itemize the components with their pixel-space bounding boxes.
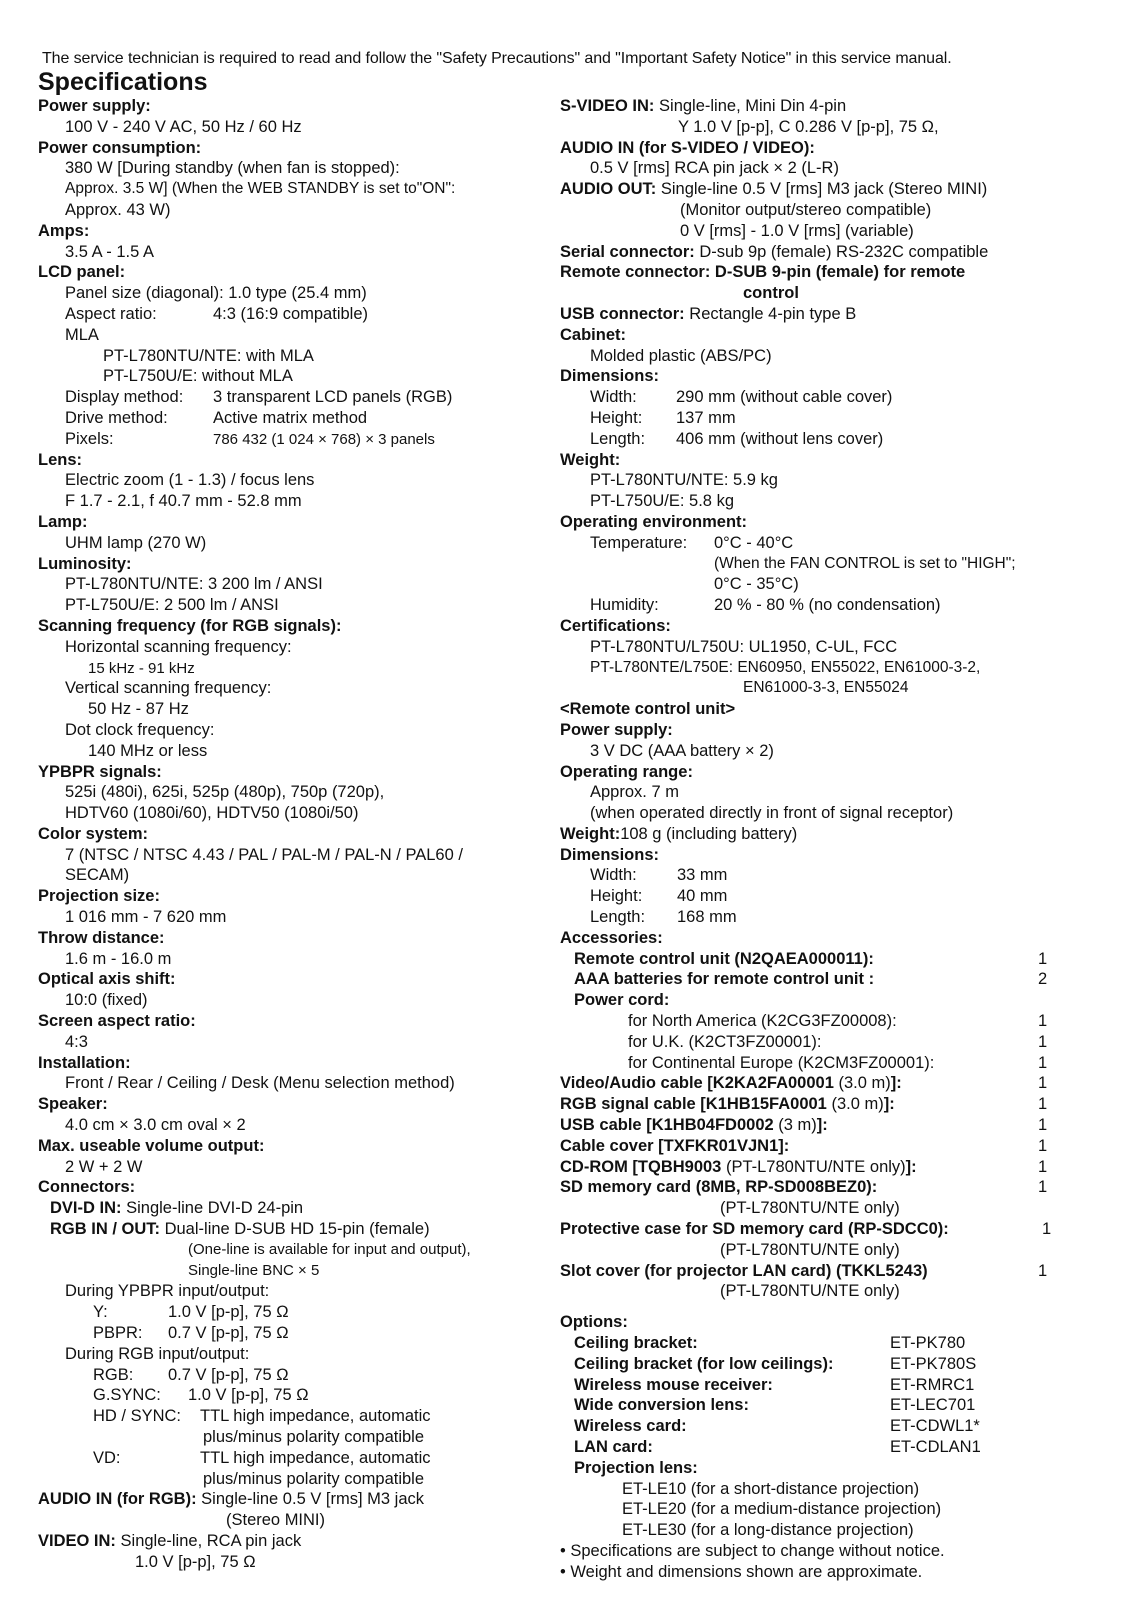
accessory-item: Slot cover (for projector LAN card) (TKKL5243) 1: [560, 1261, 1048, 1280]
spec-value: Dot clock frequency:: [65, 720, 215, 739]
spec-key: Pixels:: [65, 429, 114, 448]
spec-value: (Monitor output/stereo compatible): [680, 200, 932, 219]
spec-heading: Operating environment:: [560, 512, 748, 531]
option-item: Ceiling bracket: ET-PK780: [574, 1334, 966, 1353]
spec-row: [560, 387, 1120, 408]
spec-value: EN61000-3-3, EN55024: [743, 679, 909, 697]
option-model: ET-RMRC1: [890, 1375, 975, 1394]
spec-heading: YPBPR signals:: [38, 762, 162, 781]
spec-key: Aspect ratio:: [65, 304, 157, 323]
spec-value: 2 W + 2 W: [65, 1157, 143, 1176]
accessory-qty: 1: [1038, 1136, 1048, 1155]
spec-value: 1.6 m - 16.0 m: [65, 949, 172, 968]
spec-value: (When the FAN CONTROL is set to "HIGH";: [714, 554, 1016, 572]
spec-heading: Power supply:: [38, 97, 151, 115]
option-model: ET-CDWL1*: [890, 1417, 980, 1436]
safety-notice: The service technician is required to read and follow the "Safety Precautions" and "Important Safety Notice" in this service manual.: [42, 50, 952, 67]
accessory-item: AAA batteries for remote control unit : 2: [574, 970, 1048, 989]
spec-value: 4:3: [65, 1032, 88, 1051]
spec-key: Height:: [590, 887, 643, 906]
spec-heading: Color system:: [38, 824, 149, 843]
option-lens: ET-LE20 (for a medium-distance projection): [622, 1500, 942, 1519]
spec-heading: Remote connector: D-SUB 9-pin (female) for remote: [560, 263, 966, 282]
spec-key: Display method:: [65, 388, 184, 407]
spec-row: [560, 824, 1120, 845]
option-item: Wide conversion lens: ET-LEC701: [574, 1396, 976, 1415]
spec-value: 7 (NTSC / NTSC 4.43 / PAL / PAL-M / PAL-N / PAL60 /: [65, 845, 463, 864]
accessory-item: for North America (K2CG3FZ00008): 1: [628, 1012, 1048, 1031]
spec-value: PT-L750U/E: 5.8 kg: [590, 492, 734, 511]
spec-key: AUDIO IN (for RGB):: [38, 1490, 197, 1509]
spec-heading: Power supply:: [560, 720, 673, 739]
spec-heading: Connectors:: [38, 1178, 136, 1197]
spec-value: 1 016 mm - 7 620 mm: [65, 908, 227, 927]
spec-value: 20 % - 80 % (no condensation): [714, 596, 941, 615]
spec-value: 3.5 A - 1.5 A: [65, 242, 154, 261]
spec-value: PT-L780NTE/L750E: EN60950, EN55022, EN61000-3-2,: [590, 658, 981, 676]
spec-value: F 1.7 - 2.1, f 40.7 mm - 52.8 mm: [65, 492, 302, 511]
option-lens: ET-LE30 (for a long-distance projection): [622, 1521, 914, 1540]
spec-key: AUDIO OUT:: [560, 180, 657, 199]
spec-value: Single-line, Mini Din 4-pin: [659, 97, 847, 115]
spec-value: 33 mm: [677, 866, 728, 885]
spec-value: 406 mm (without lens cover): [676, 429, 884, 448]
accessory-qty: 1: [1038, 1032, 1048, 1051]
spec-key: DVI-D IN:: [50, 1199, 122, 1218]
spec-row: [560, 179, 1120, 200]
spec-value: PT-L780NTU/NTE: with MLA: [103, 346, 314, 365]
accessory-qty: 1: [1038, 1157, 1048, 1176]
spec-value: 137 mm: [676, 408, 736, 427]
spec-key: Y:: [93, 1303, 108, 1322]
spec-value: Vertical scanning frequency:: [65, 679, 272, 698]
page-title: Specifications: [38, 68, 208, 96]
accessory-item: CD-ROM [TQBH9003 (PT-L780NTU/NTE only)]: 1: [560, 1157, 1048, 1176]
spec-value: During YPBPR input/output:: [65, 1282, 270, 1301]
spec-value: 3 V DC (AAA battery × 2): [590, 741, 774, 760]
option-model: ET-LEC701: [890, 1396, 976, 1415]
option-item: Ceiling bracket (for low ceilings): ET-PK780S: [574, 1354, 977, 1373]
spec-heading: Dimensions:: [560, 845, 660, 864]
spec-heading: Luminosity:: [38, 554, 132, 573]
spec-value: Active matrix method: [213, 408, 368, 427]
spec-value: 0.5 V [rms] RCA pin jack × 2 (L-R): [590, 159, 839, 178]
spec-key: G.SYNC:: [93, 1386, 161, 1405]
spec-value: 15 kHz - 91 kHz: [88, 659, 195, 677]
spec-heading: Speaker:: [38, 1095, 108, 1114]
spec-heading: Dimensions:: [560, 367, 660, 386]
spec-row: [38, 1323, 558, 1344]
spec-heading: Operating range:: [560, 762, 693, 781]
spec-heading: Accessories:: [560, 928, 663, 947]
accessory-item: Remote control unit (N2QAEA000011): 1: [574, 949, 1048, 968]
accessory-qty: 1: [1038, 1012, 1048, 1031]
spec-heading: Throw distance:: [38, 928, 165, 947]
spec-row: [560, 595, 1120, 616]
spec-value: Approx. 3.5 W] (When the WEB STANDBY is set to"ON":: [65, 180, 456, 198]
accessory-qty: 1: [1038, 1074, 1048, 1093]
spec-key: Length:: [590, 908, 646, 927]
spec-heading: Cabinet:: [560, 325, 626, 344]
spec-value: Single-line 0.5 V [rms] M3 jack (Stereo MINI): [660, 180, 988, 199]
accessory-note: (PT-L780NTU/NTE only): [720, 1282, 900, 1301]
spec-key: Drive method:: [65, 408, 168, 427]
spec-heading: Amps:: [38, 221, 90, 240]
spec-value: Single-line DVI-D 24-pin: [126, 1199, 304, 1218]
accessory-qty: 1: [1038, 1261, 1048, 1280]
spec-heading: Certifications:: [560, 616, 671, 635]
spec-value: Front / Rear / Ceiling / Desk (Menu selection method): [65, 1074, 455, 1093]
spec-value: 525i (480i), 625i, 525p (480p), 750p (720p),: [65, 783, 385, 802]
spec-value: Horizontal scanning frequency:: [65, 637, 292, 656]
accessory-qty: 1: [1038, 1053, 1048, 1072]
spec-value: UHM lamp (270 W): [65, 533, 207, 552]
spec-value: Single-line, RCA pin jack: [120, 1531, 302, 1550]
spec-value: TTL high impedance, automatic: [200, 1407, 431, 1426]
accessory-qty: 1: [1038, 1178, 1048, 1197]
spec-value: PT-L780NTU/L750U: UL1950, C-UL, FCC: [590, 637, 898, 656]
spec-value: 100 V - 240 V AC, 50 Hz / 60 Hz: [65, 117, 302, 136]
spec-value: Electric zoom (1 - 1.3) / focus lens: [65, 471, 315, 490]
spec-value: 3 transparent LCD panels (RGB): [213, 388, 453, 407]
spec-value: PT-L780NTU/NTE: 5.9 kg: [590, 471, 778, 490]
option-item: Projection lens:: [574, 1458, 698, 1477]
spec-value: 108 g (including battery): [620, 824, 798, 843]
spec-key: Width:: [590, 866, 637, 885]
accessory-item: SD memory card (8MB, RP-SD008BEZ0): 1: [560, 1178, 1048, 1197]
spec-row: [38, 1365, 558, 1386]
spec-heading: AUDIO IN (for S-VIDEO / VIDEO):: [560, 138, 815, 157]
spec-heading: Power consumption:: [38, 138, 202, 157]
spec-key: RGB IN / OUT:: [50, 1220, 160, 1239]
spec-value: HDTV60 (1080i/60), HDTV50 (1080i/50): [65, 804, 359, 823]
spec-value: plus/minus polarity compatible: [203, 1428, 425, 1446]
spec-row: [38, 1219, 558, 1240]
spec-value: 0.7 V [p-p], 75 Ω: [168, 1365, 289, 1384]
spec-value: 0 V [rms] - 1.0 V [rms] (variable): [680, 221, 914, 240]
spec-value: plus/minus polarity compatible: [203, 1469, 425, 1488]
option-lens: ET-LE10 (for a short-distance projection): [622, 1479, 920, 1498]
spec-key: S-VIDEO IN:: [560, 97, 655, 115]
option-model: ET-PK780S: [890, 1354, 977, 1373]
spec-value: D-sub 9p (female) RS-232C compatible: [699, 242, 989, 261]
accessory-qty: 2: [1038, 970, 1048, 989]
accessory-qty: 1: [1038, 1095, 1048, 1114]
spec-row: [38, 1531, 558, 1552]
spec-value: TTL high impedance, automatic: [200, 1448, 431, 1467]
spec-heading: Weight:: [560, 450, 621, 469]
left-column: [38, 96, 558, 1573]
spec-value: 380 W [During standby (when fan is stopped):: [65, 159, 400, 178]
spec-heading: Screen aspect ratio:: [38, 1012, 196, 1031]
accessory-item: Protective case for SD memory card (RP-SDCC0): 1: [560, 1220, 1052, 1239]
spec-row: [560, 429, 1120, 450]
option-model: ET-PK780: [890, 1334, 966, 1353]
spec-value: PT-L750U/E: 2 500 lm / ANSI: [65, 596, 279, 615]
spec-heading: control: [743, 284, 799, 303]
accessory-note: (PT-L780NTU/NTE only): [720, 1240, 900, 1259]
spec-key: VD:: [93, 1448, 121, 1467]
option-item: LAN card: ET-CDLAN1: [574, 1438, 981, 1456]
spec-value: Molded plastic (ABS/PC): [590, 346, 772, 365]
spec-row: [38, 1302, 558, 1323]
spec-value: PT-L750U/E: without MLA: [103, 367, 293, 386]
accessory-item: for Continental Europe (K2CM3FZ00001): 1: [628, 1053, 1048, 1072]
spec-key: Height:: [590, 408, 643, 427]
spec-row: [560, 242, 1120, 263]
spec-value: 786 432 (1 024 × 768) × 3 panels: [213, 430, 435, 448]
spec-key: PBPR:: [93, 1324, 143, 1343]
option-model: ET-CDLAN1: [890, 1438, 981, 1456]
spec-key: HD / SYNC:: [93, 1407, 182, 1426]
spec-row: [38, 408, 558, 429]
accessory-item: for U.K. (K2CT3FZ00001): 1: [628, 1032, 1048, 1051]
spec-value: 290 mm (without cable cover): [676, 388, 893, 407]
spec-key: USB connector:: [560, 304, 685, 323]
spec-value: 0°C - 35°C): [714, 575, 799, 594]
spec-heading: Lamp:: [38, 512, 88, 531]
spec-value: 1.0 V [p-p], 75 Ω: [188, 1386, 309, 1405]
spec-value: 0°C - 40°C: [714, 533, 794, 552]
spec-row: [38, 1385, 558, 1406]
spec-value: 1.0 V [p-p], 75 Ω: [168, 1303, 289, 1322]
accessory-item: USB cable [K1HB04FD0002 (3 m)]: 1: [560, 1116, 1048, 1135]
spec-key: Serial connector:: [560, 242, 695, 261]
spec-heading: Max. useable volume output:: [38, 1136, 265, 1155]
option-item: Wireless mouse receiver: ET-RMRC1: [574, 1375, 975, 1394]
spec-value: 4.0 cm × 3.0 cm oval × 2: [65, 1116, 246, 1135]
right-column: [560, 96, 1120, 1583]
accessory-item: Power cord:: [574, 991, 670, 1010]
spec-heading: Scanning frequency (for RGB signals):: [38, 616, 342, 635]
spec-key: RGB:: [93, 1365, 134, 1384]
spec-value: 0.7 V [p-p], 75 Ω: [168, 1324, 289, 1343]
spec-value: Y 1.0 V [p-p], C 0.286 V [p-p], 75 Ω,: [678, 117, 939, 136]
accessory-note: (PT-L780NTU/NTE only): [720, 1199, 900, 1218]
option-item: Wireless card: ET-CDWL1*: [574, 1417, 980, 1436]
spec-row: [38, 1489, 558, 1510]
spec-value: Approx. 7 m: [590, 783, 679, 802]
spec-value: (Stereo MINI): [226, 1511, 326, 1530]
spec-key: Weight:: [560, 824, 621, 843]
spec-value: During RGB input/output:: [65, 1344, 250, 1363]
spec-heading: Optical axis shift:: [38, 970, 176, 989]
spec-value: 40 mm: [677, 887, 728, 906]
spec-row: [560, 408, 1120, 429]
spec-value: SECAM): [65, 866, 130, 885]
accessory-qty: 1: [1038, 949, 1048, 968]
spec-value: 10:0 (fixed): [65, 991, 148, 1010]
accessory-item: Video/Audio cable [K2KA2FA00001 (3.0 m)]: 1: [560, 1074, 1048, 1093]
spec-row: [560, 304, 1120, 325]
spec-value: Dual-line D-SUB HD 15-pin (female): [164, 1220, 430, 1239]
spec-value: 4:3 (16:9 compatible): [213, 304, 369, 323]
spec-row: [38, 1198, 558, 1219]
spec-key: Length:: [590, 429, 646, 448]
spec-row: [560, 886, 1120, 907]
spec-value: MLA: [65, 325, 99, 344]
accessory-qty: 1: [1042, 1220, 1052, 1239]
spec-heading: LCD panel:: [38, 263, 126, 282]
spec-row: [560, 865, 1120, 886]
spec-value: Rectangle 4-pin type B: [689, 304, 857, 323]
spec-value: 50 Hz - 87 Hz: [88, 700, 189, 719]
accessory-qty: 1: [1038, 1116, 1048, 1135]
spec-value: Approx. 43 W): [65, 200, 171, 219]
spec-key: VIDEO IN:: [38, 1531, 116, 1550]
spec-value: Single-line BNC × 5: [188, 1261, 320, 1279]
spec-heading: Installation:: [38, 1053, 131, 1072]
spec-key: Temperature:: [590, 533, 688, 552]
accessory-item: RGB signal cable [K1HB15FA0001 (3.0 m)]: 1: [560, 1095, 1048, 1114]
footnote: • Weight and dimensions shown are approximate.: [560, 1562, 923, 1581]
spec-value: 1.0 V [p-p], 75 Ω: [135, 1552, 256, 1571]
section-heading: <Remote control unit>: [560, 700, 736, 719]
spec-row: [38, 1406, 558, 1427]
spec-heading: Options:: [560, 1313, 628, 1332]
spec-row: [38, 387, 558, 408]
spec-heading: Lens:: [38, 450, 83, 469]
spec-row: [38, 304, 558, 325]
spec-row: [560, 907, 1120, 928]
spec-value: 168 mm: [677, 908, 737, 927]
spec-key: Width:: [590, 388, 637, 407]
spec-row: [560, 96, 1120, 117]
spec-value: (when operated directly in front of signal receptor): [590, 804, 954, 823]
spec-value: (One-line is available for input and output),: [188, 1240, 471, 1258]
spec-value: Panel size (diagonal): 1.0 type (25.4 mm): [65, 284, 367, 303]
spec-value: Single-line 0.5 V [rms] M3 jack: [201, 1490, 425, 1509]
spec-row: [38, 1448, 558, 1469]
spec-row: [38, 429, 558, 450]
spec-value: 140 MHz or less: [88, 741, 208, 760]
footnote: • Specifications are subject to change without notice.: [560, 1541, 945, 1560]
accessory-item: Cable cover [TXFKR01VJN1]: 1: [560, 1136, 1048, 1155]
spec-heading: Projection size:: [38, 887, 160, 906]
spec-value: PT-L780NTU/NTE: 3 200 lm / ANSI: [65, 575, 323, 594]
spec-key: Humidity:: [590, 596, 659, 615]
spec-row: [560, 533, 1120, 554]
